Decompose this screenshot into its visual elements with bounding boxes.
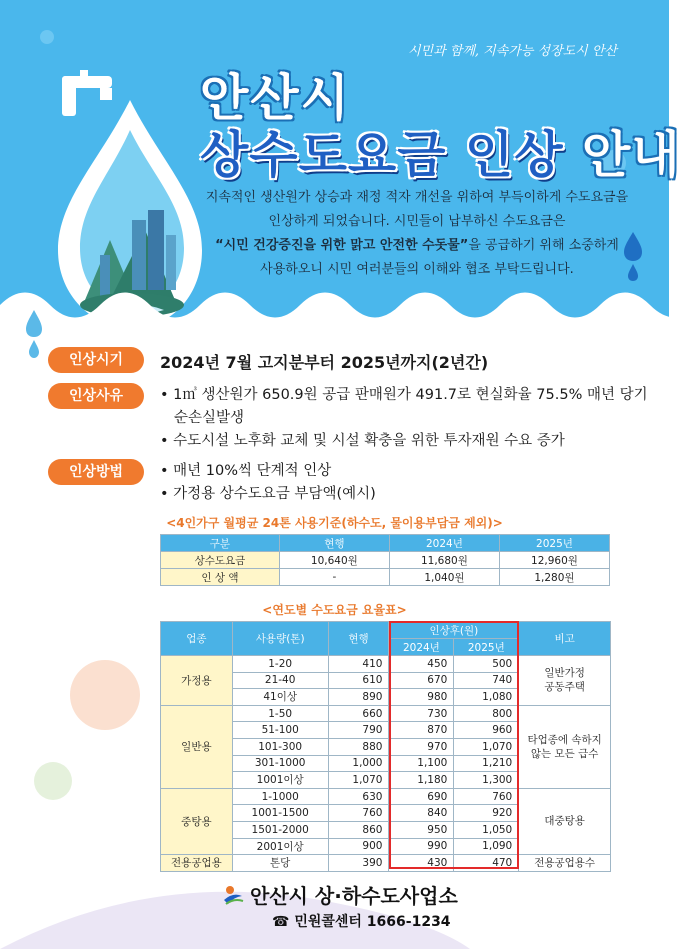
header-current: 현행 [328, 622, 389, 656]
rate-cell: 1,070 [328, 772, 389, 789]
note-line: 공동주택 [544, 681, 585, 694]
table-row [161, 788, 611, 805]
table-row [161, 552, 610, 569]
rate-cell: 760 [454, 788, 519, 805]
circle-decoration [70, 660, 140, 730]
rate-cell: 760 [328, 805, 389, 822]
reason-list [160, 384, 648, 453]
page-title [200, 115, 681, 187]
note-cell [519, 788, 611, 854]
rate-cell: 690 [389, 788, 454, 805]
table-cell: 1,280원 [499, 569, 609, 586]
rate-cell: 730 [389, 705, 454, 722]
table-header-cell: 구분 [161, 535, 280, 552]
table-cell: 10,640원 [279, 552, 389, 569]
rate-cell: 610 [328, 672, 389, 689]
table-cell: - [279, 569, 389, 586]
usage-cell: 21-40 [232, 672, 328, 689]
rate-cell: 870 [389, 722, 454, 739]
reason-label: 인상사유 [48, 383, 144, 409]
table-header-cell: 현행 [279, 535, 389, 552]
intro-emphasis: “시민 건강증진을 위한 맑고 안전한 수돗물” [215, 238, 469, 253]
rate-cell: 980 [389, 689, 454, 706]
header-banner [0, 0, 681, 330]
rate-cell: 1,000 [328, 755, 389, 772]
rate-cell: 1,070 [454, 738, 519, 755]
org-name: 안산시 상·하수도사업소 [250, 884, 458, 908]
household-burden-table [160, 534, 610, 586]
usage-cell: 1-1000 [232, 788, 328, 805]
header-type: 업종 [161, 622, 233, 656]
title-city: 안산시 [200, 69, 351, 127]
header-2024: 2024년 [389, 639, 454, 656]
intro-line-rest: 을 공급하기 위해 소중하게 [468, 238, 619, 253]
rate-cell: 740 [454, 672, 519, 689]
table-header-cell: 2025년 [499, 535, 609, 552]
rate-cell: 860 [328, 821, 389, 838]
table-header-cell: 2024년 [389, 535, 499, 552]
usage-cell: 2001이상 [232, 838, 328, 855]
slogan: 시민과 함께, 지속가능 성장도시 안산 [407, 44, 617, 59]
note-line: 않는 모든 급수 [530, 747, 599, 760]
usage-cell: 톤당 [232, 855, 328, 872]
intro-line: 지속적인 생산원가 상승과 재정 적자 개선을 위하여 부득이하게 수도요금을 [205, 190, 629, 205]
note-line: 전용공업용수 [534, 856, 596, 869]
note-cell [519, 855, 611, 872]
table2-caption: <연도별 수도요금 요율표> [262, 603, 407, 617]
footer-logo [222, 880, 458, 909]
ansan-logo-icon [222, 884, 244, 906]
rate-cell: 950 [389, 821, 454, 838]
table-row [161, 569, 610, 586]
intro-paragraph [192, 186, 642, 282]
table-cell: 상수도요금 [161, 552, 280, 569]
note-line: 타업종에 속하지 [527, 733, 602, 746]
rate-cell: 840 [389, 805, 454, 822]
method-item: • 가정용 상수도요금 부담액(예시) [160, 486, 376, 502]
usage-cell: 101-300 [232, 738, 328, 755]
rate-cell: 670 [389, 672, 454, 689]
rate-cell: 660 [328, 705, 389, 722]
rate-cell: 1,080 [454, 689, 519, 706]
rate-cell: 920 [454, 805, 519, 822]
header-after: 인상후(원) [389, 622, 519, 639]
header-2025: 2025년 [454, 639, 519, 656]
table-cell: 12,960원 [499, 552, 609, 569]
rate-cell: 900 [328, 838, 389, 855]
usage-cell: 41이상 [232, 689, 328, 706]
usage-cell: 1-20 [232, 656, 328, 673]
intro-line: 인상하게 되었습니다. 시민들이 납부하신 수도요금은 [268, 214, 566, 229]
rate-table-body [161, 656, 611, 872]
category-cell: 중탕용 [161, 788, 233, 854]
rate-cell: 970 [389, 738, 454, 755]
rate-cell: 890 [328, 689, 389, 706]
table-cell: 11,680원 [389, 552, 499, 569]
rate-cell: 1,050 [454, 821, 519, 838]
table-cell: 1,040원 [389, 569, 499, 586]
method-item: • 매년 10%씩 단계적 인상 [160, 463, 332, 479]
category-cell: 전용공업용 [161, 855, 233, 872]
table-header-row [161, 535, 610, 552]
title-suffix: 안내 [581, 126, 681, 184]
rate-cell: 1,090 [454, 838, 519, 855]
usage-cell: 1001-1500 [232, 805, 328, 822]
method-label: 인상방법 [48, 459, 144, 485]
note-line: 대중탕용 [544, 815, 585, 828]
usage-cell: 1501-2000 [232, 821, 328, 838]
usage-cell: 1001이상 [232, 772, 328, 789]
reason-item: • 1㎥ 생산원가 650.9원 공급 판매원가 491.7로 현실화율 75.5% 매년 당기 [160, 387, 648, 403]
note-cell [519, 705, 611, 788]
rate-cell: 1,100 [389, 755, 454, 772]
table-row [161, 855, 611, 872]
table-row [161, 705, 611, 722]
rate-cell: 790 [328, 722, 389, 739]
usage-cell: 51-100 [232, 722, 328, 739]
rate-cell: 990 [389, 838, 454, 855]
rate-cell: 410 [328, 656, 389, 673]
table-header-row [161, 622, 611, 639]
rate-cell: 960 [454, 722, 519, 739]
method-list [160, 460, 376, 506]
table1-caption: <4인가구 월평균 24톤 사용기준(하수도, 물이용부담금 제외)> [166, 516, 503, 530]
rate-cell: 470 [454, 855, 519, 872]
header-usage: 사용량(톤) [232, 622, 328, 656]
intro-line [192, 234, 642, 258]
rate-cell: 430 [389, 855, 454, 872]
intro-line: 사용하오니 시민 여러분들의 이해와 협조 부탁드립니다. [260, 262, 574, 277]
note-line: 일반가정 [544, 667, 585, 680]
category-cell: 가정용 [161, 656, 233, 706]
rate-cell: 450 [389, 656, 454, 673]
header-note: 비고 [519, 622, 611, 656]
call-center: ☎ 민원콜센터 1666-1234 [272, 914, 451, 930]
category-cell: 일반용 [161, 705, 233, 788]
rate-cell: 1,210 [454, 755, 519, 772]
bubble-decoration [40, 30, 54, 44]
reason-item: • 수도시설 노후화 교체 및 시설 확충을 위한 투자재원 수요 증가 [160, 433, 565, 449]
usage-cell: 1-50 [232, 705, 328, 722]
rate-cell: 500 [454, 656, 519, 673]
rate-cell: 880 [328, 738, 389, 755]
table-cell: 인 상 액 [161, 569, 280, 586]
note-cell [519, 656, 611, 706]
timing-text: 2024년 7월 고지분부터 2025년까지(2년간) [160, 353, 489, 372]
rate-table [160, 621, 611, 872]
rate-cell: 390 [328, 855, 389, 872]
title-highlight: 상수도요금 인상 [200, 126, 564, 184]
usage-cell: 301-1000 [232, 755, 328, 772]
rate-cell: 800 [454, 705, 519, 722]
rate-cell: 1,300 [454, 772, 519, 789]
table-row [161, 656, 611, 673]
timing-label: 인상시기 [48, 347, 144, 373]
water-drop-icon [24, 310, 44, 360]
rate-cell: 630 [328, 788, 389, 805]
rate-cell: 1,180 [389, 772, 454, 789]
reason-item-cont: 순손실발생 [174, 410, 245, 426]
